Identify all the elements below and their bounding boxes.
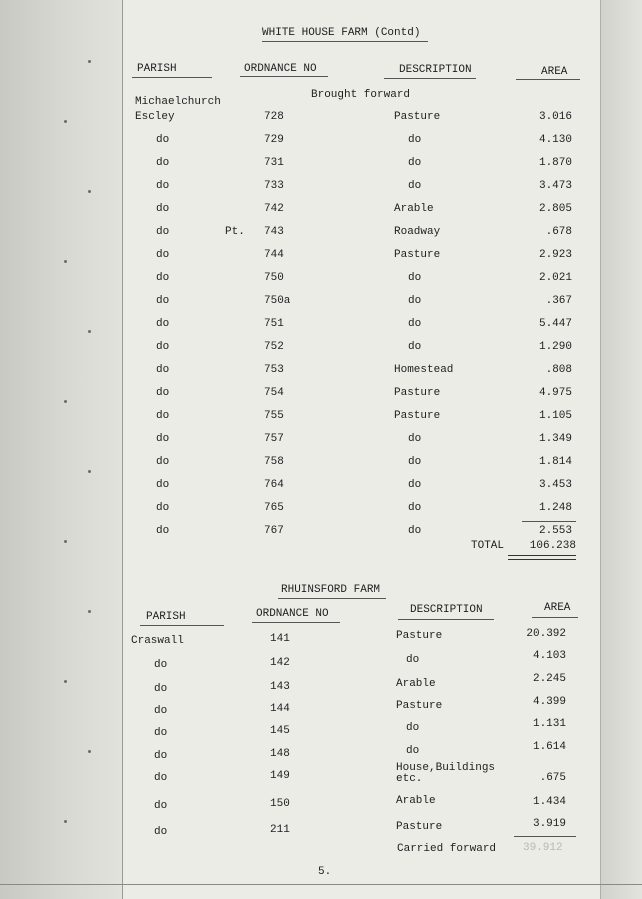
row-description: Pasture	[394, 249, 441, 261]
margin-speck	[64, 120, 67, 123]
row-ordnance: 150	[270, 798, 290, 810]
header-description: DESCRIPTION	[399, 64, 472, 76]
parish-name-line1: Michaelchurch	[135, 96, 221, 108]
row-parish: do	[156, 203, 170, 215]
row-ordnance: 765	[264, 502, 284, 514]
margin-speck	[88, 470, 91, 473]
row-description: do	[408, 295, 422, 307]
margin-speck	[88, 60, 91, 63]
row-description: Arable	[396, 678, 436, 690]
row-area: 2.923	[538, 249, 572, 261]
scan-bottom-edge	[0, 884, 642, 885]
row-parish: do	[156, 134, 170, 146]
row-area: 3.453	[538, 479, 572, 491]
carried-forward-value: 39.912	[523, 842, 563, 854]
row-ordnance: 757	[264, 433, 284, 445]
row-parish: do	[156, 479, 170, 491]
row-ordnance: 728	[264, 111, 284, 123]
row-area: 4.130	[538, 134, 572, 146]
margin-speck	[88, 330, 91, 333]
row-description: Homestead	[394, 364, 454, 376]
row-description: Pasture	[394, 410, 441, 422]
total-area: 106.238	[529, 540, 576, 552]
row-ordnance: 742	[264, 203, 284, 215]
carried-forward-label: Carried forward	[397, 843, 497, 855]
header-area: AREA	[541, 66, 568, 78]
header-underline	[252, 622, 340, 623]
row-parish: do	[156, 249, 170, 261]
row-ordnance: 148	[270, 748, 290, 760]
row-area: 1.105	[538, 410, 572, 422]
row-parish: do	[154, 750, 168, 762]
row-area: 20.392	[526, 628, 566, 640]
row-parish: do	[156, 364, 170, 376]
row-description: do	[408, 433, 422, 445]
row-parish: do	[156, 157, 170, 169]
row-description: do	[408, 272, 422, 284]
row-parish: do	[156, 341, 170, 353]
row-area: .808	[545, 364, 572, 376]
row-ordnance: 764	[264, 479, 284, 491]
row-parish: do	[156, 502, 170, 514]
row-area: 1.290	[538, 341, 572, 353]
row-ordnance: 149	[270, 770, 290, 782]
header-underline	[398, 619, 494, 620]
row-ordnance: 729	[264, 134, 284, 146]
page-number: 5.	[318, 866, 332, 878]
row-description: Pasture	[396, 700, 443, 712]
header-underline	[532, 617, 578, 618]
margin-speck	[64, 540, 67, 543]
margin-speck	[64, 400, 67, 403]
row-area: .675	[539, 772, 566, 784]
row-area: 2.021	[538, 272, 572, 284]
row-description: do	[406, 722, 420, 734]
row-description: Pasture	[396, 821, 443, 833]
row-parish: do	[154, 800, 168, 812]
row-parish: do	[156, 318, 170, 330]
row-ordnance: 754	[264, 387, 284, 399]
header-description: DESCRIPTION	[410, 604, 483, 616]
row-ordnance: 145	[270, 725, 290, 737]
row-parish: do	[154, 727, 168, 739]
row-area: .678	[545, 226, 572, 238]
row-description: do	[408, 180, 422, 192]
row-description: House,Buildings	[396, 762, 496, 774]
row-parish: do	[154, 683, 168, 695]
row-description: do	[408, 341, 422, 353]
row-description: do	[408, 318, 422, 330]
row-ordnance: 751	[264, 318, 284, 330]
row-description: Pasture	[394, 111, 441, 123]
section-title-rhuinsford: RHUINSFORD FARM	[281, 584, 381, 596]
row-area: 1.870	[538, 157, 572, 169]
header-underline	[132, 77, 212, 78]
row-area: 1.248	[538, 502, 572, 514]
row-ordnance: 144	[270, 703, 290, 715]
row-description: do	[408, 502, 422, 514]
row-ordnance: 752	[264, 341, 284, 353]
row-ordnance: 767	[264, 525, 284, 537]
margin-speck	[64, 820, 67, 823]
row-area: 2.245	[532, 673, 566, 685]
row-parish: Escley	[135, 111, 175, 123]
scan-left-margin	[0, 0, 122, 899]
row-description: do	[408, 157, 422, 169]
row-parish: do	[156, 456, 170, 468]
header-underline	[140, 625, 224, 626]
row-area: 3.473	[538, 180, 572, 192]
row-ordnance: 755	[264, 410, 284, 422]
row-description: Roadway	[394, 226, 441, 238]
row-area: 1.814	[538, 456, 572, 468]
row-parish: do	[156, 272, 170, 284]
row-description: do	[406, 745, 420, 757]
row-description: do	[408, 456, 422, 468]
row-area: 3.016	[538, 111, 572, 123]
row-parish: do	[156, 226, 170, 238]
row-parish: do	[156, 433, 170, 445]
section-title-white-house: WHITE HOUSE FARM (Contd)	[262, 27, 421, 39]
row-description: do	[408, 525, 422, 537]
header-parish: PARISH	[137, 63, 177, 75]
header-underline	[516, 79, 580, 80]
row-ordnance: 743	[264, 226, 284, 238]
header-area: AREA	[544, 602, 571, 614]
row-ordnance: 758	[264, 456, 284, 468]
row-description: Arable	[396, 795, 436, 807]
margin-speck	[88, 190, 91, 193]
header-ordnance: ORDNANCE NO	[256, 608, 329, 620]
sum-line	[522, 521, 576, 522]
margin-speck	[88, 750, 91, 753]
row-area: .367	[545, 295, 572, 307]
row-ordnance: 733	[264, 180, 284, 192]
row-area: 1.349	[538, 433, 572, 445]
row-area: 2.553	[538, 525, 572, 537]
row-description: Pasture	[394, 387, 441, 399]
title-underline	[278, 598, 386, 599]
row-description-cont: etc.	[396, 773, 423, 785]
row-area: 4.399	[532, 696, 566, 708]
row-area: 1.434	[532, 796, 566, 808]
total-double-underline	[508, 555, 576, 560]
row-ordnance: 753	[264, 364, 284, 376]
row-ordnance: 141	[270, 633, 290, 645]
row-parish: do	[156, 525, 170, 537]
row-area: 4.975	[538, 387, 572, 399]
row-description: Pasture	[396, 630, 443, 642]
header-underline	[384, 78, 476, 79]
sum-line	[514, 836, 576, 837]
row-ordnance: 750a	[264, 295, 291, 307]
header-parish: PARISH	[146, 611, 186, 623]
row-ordnance: 744	[264, 249, 284, 261]
row-ordnance: 143	[270, 681, 290, 693]
row-description: Arable	[394, 203, 434, 215]
margin-speck	[64, 680, 67, 683]
row-parish: do	[156, 387, 170, 399]
brought-forward-label: Brought forward	[311, 89, 411, 101]
row-parish: Craswall	[131, 635, 184, 647]
row-area: 3.919	[532, 818, 566, 830]
title-underline	[262, 41, 428, 42]
margin-speck	[64, 260, 67, 263]
header-ordnance: ORDNANCE NO	[244, 63, 317, 75]
row-parish: do	[154, 659, 168, 671]
row-parish: do	[156, 180, 170, 192]
row-ordnance: 142	[270, 657, 290, 669]
row-area: 2.805	[538, 203, 572, 215]
row-ordnance: 731	[264, 157, 284, 169]
row-area: 1.131	[532, 718, 566, 730]
row-ordnance: 211	[270, 824, 290, 836]
row-ordnance: 750	[264, 272, 284, 284]
row-description: do	[406, 654, 420, 666]
margin-speck	[88, 610, 91, 613]
row-area: 4.103	[532, 650, 566, 662]
row-parish: do	[154, 705, 168, 717]
row-parish: do	[154, 826, 168, 838]
row-parish: do	[154, 772, 168, 784]
row-description: do	[408, 134, 422, 146]
row-prefix: Pt.	[225, 226, 245, 238]
total-label: TOTAL	[471, 540, 505, 552]
row-parish: do	[156, 295, 170, 307]
row-area: 1.614	[532, 741, 566, 753]
row-area: 5.447	[538, 318, 572, 330]
row-description: do	[408, 479, 422, 491]
header-underline	[240, 76, 328, 77]
scan-right-edge	[600, 0, 642, 899]
row-parish: do	[156, 410, 170, 422]
